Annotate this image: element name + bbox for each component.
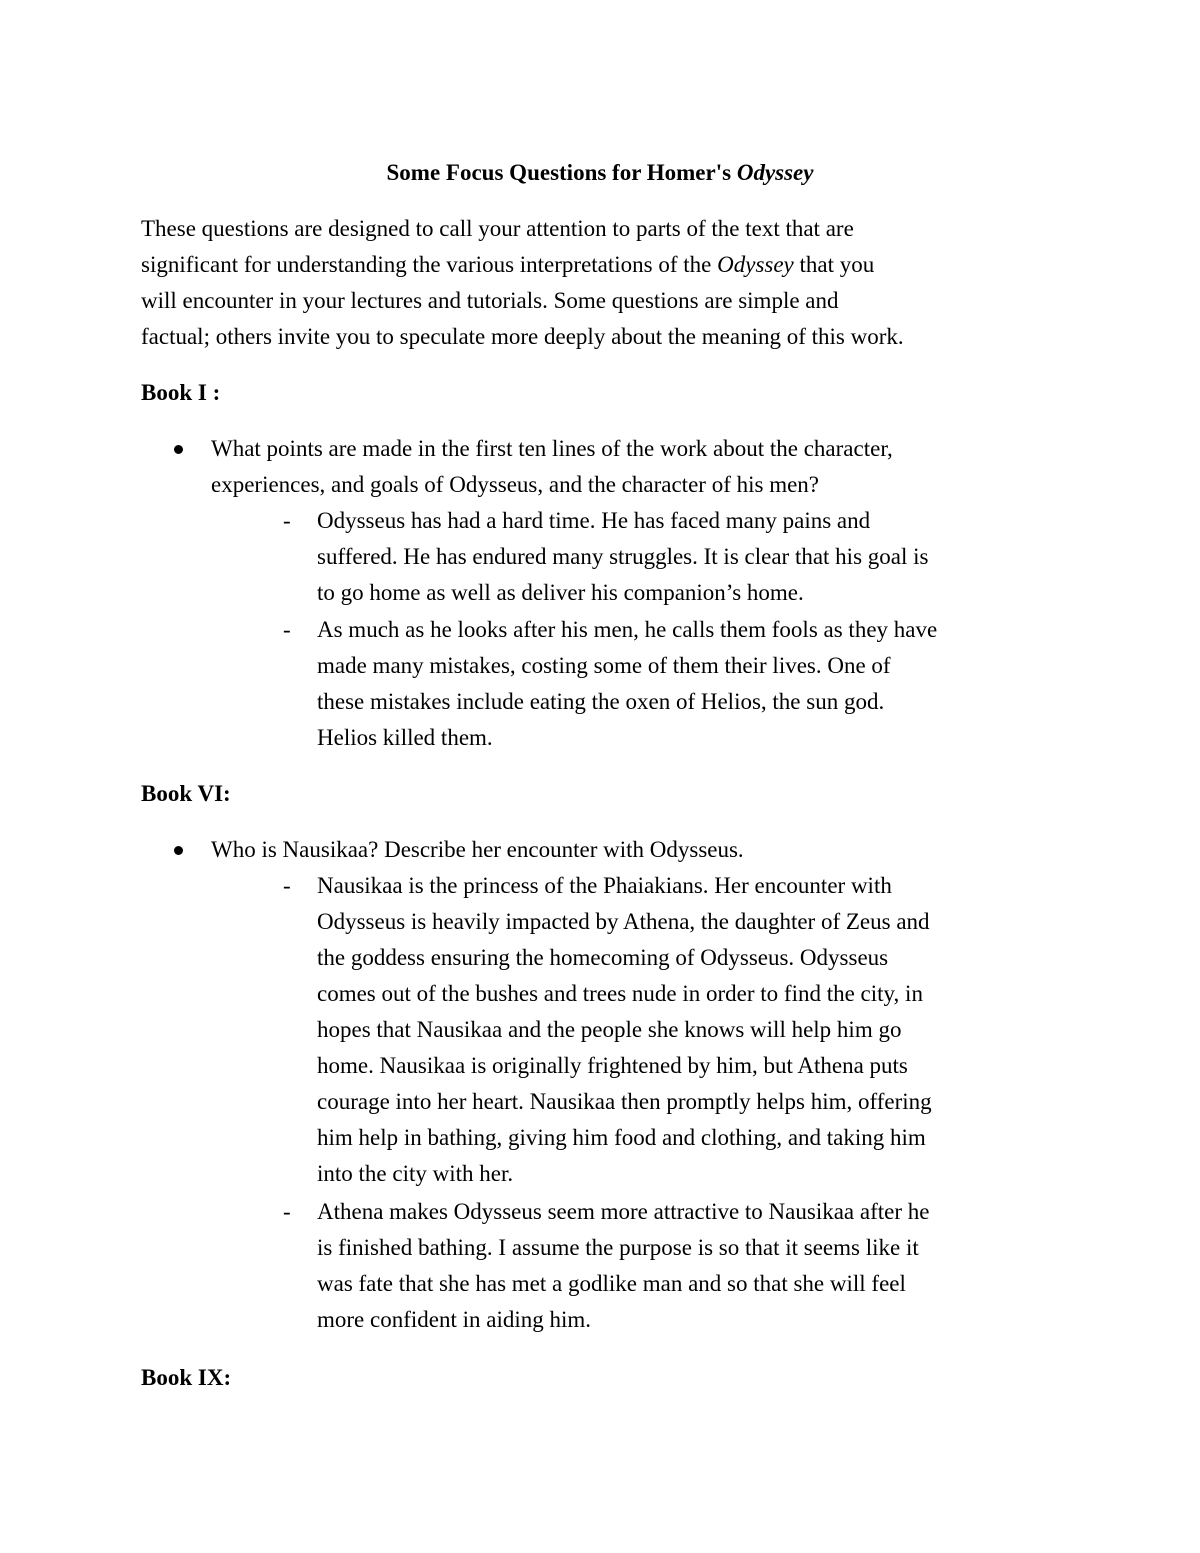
title-work: Odyssey — [736, 160, 814, 185]
intro-line — [141, 247, 1081, 283]
section-heading-book-6: Book VI: — [141, 781, 231, 806]
answer-line: him help in bathing, giving him food and clothing, and taking him — [317, 1125, 926, 1150]
answer-line: is finished bathing. I assume the purpose is so that it seems like it — [317, 1235, 919, 1260]
question-text — [211, 832, 1101, 868]
title-prefix: Some Focus Questions for Homer's — [386, 160, 732, 185]
section-heading-book-1: Book I : — [141, 380, 221, 405]
question-line: experiences, and goals of Odysseus, and the character of his men? — [211, 472, 819, 497]
answer-line: to go home as well as deliver his companion’s home. — [317, 580, 804, 605]
dash-marker: - — [283, 1199, 291, 1224]
answer-line: Helios killed them. — [317, 725, 493, 750]
answer-line: hopes that Nausikaa and the people she knows will help him go — [317, 1017, 902, 1042]
section-heading-book-9: Book IX: — [141, 1365, 232, 1390]
question-text — [211, 431, 1101, 503]
answer-line: Nausikaa is the princess of the Phaiakians. Her encounter with — [317, 873, 892, 898]
answer-text — [317, 503, 1097, 611]
bullet-icon — [174, 846, 183, 855]
intro-paragraph — [141, 211, 1081, 355]
answer-line: courage into her heart. Nausikaa then promptly helps him, offering — [317, 1089, 932, 1114]
answer-line: more confident in aiding him. — [317, 1307, 592, 1332]
answer-line: Athena makes Odysseus seem more attractive to Nausikaa after he — [317, 1199, 930, 1224]
intro-text: significant for understanding the various interpretations of the — [141, 252, 712, 277]
answer-line: As much as he looks after his men, he calls them fools as they have — [317, 617, 938, 642]
answer-line: suffered. He has endured many struggles. It is clear that his goal is — [317, 544, 929, 569]
answer-line: the goddess ensuring the homecoming of Odysseus. Odysseus — [317, 945, 889, 970]
intro-line: factual; others invite you to speculate more deeply about the meaning of this work. — [141, 324, 904, 349]
answer-line: was fate that she has met a godlike man and so that she will feel — [317, 1271, 906, 1296]
intro-line: These questions are designed to call your attention to parts of the text that are — [141, 216, 854, 241]
answer-line: into the city with her. — [317, 1161, 514, 1186]
answer-line: these mistakes include eating the oxen of Helios, the sun god. — [317, 689, 885, 714]
question-line: Who is Nausikaa? Describe her encounter with Odysseus. — [211, 837, 744, 862]
answer-line: made many mistakes, costing some of them their lives. One of — [317, 653, 891, 678]
question-line: What points are made in the first ten lines of the work about the character, — [211, 436, 893, 461]
answer-line: home. Nausikaa is originally frightened by him, but Athena puts — [317, 1053, 908, 1078]
dash-marker: - — [283, 617, 291, 642]
answer-text — [317, 1194, 1097, 1338]
answer-line: comes out of the bushes and trees nude in order to find the city, in — [317, 981, 923, 1006]
answer-line: Odysseus has had a hard time. He has faced many pains and — [317, 508, 871, 533]
intro-text: that you — [799, 252, 875, 277]
bullet-icon — [174, 445, 183, 454]
intro-work-title: Odyssey — [717, 252, 794, 277]
answer-text — [317, 612, 1097, 756]
page-title — [0, 156, 1200, 190]
intro-line: will encounter in your lectures and tutorials. Some questions are simple and — [141, 288, 839, 313]
dash-marker: - — [283, 508, 291, 533]
dash-marker: - — [283, 873, 291, 898]
answer-line: Odysseus is heavily impacted by Athena, the daughter of Zeus and — [317, 909, 930, 934]
answer-text — [317, 868, 1097, 1192]
